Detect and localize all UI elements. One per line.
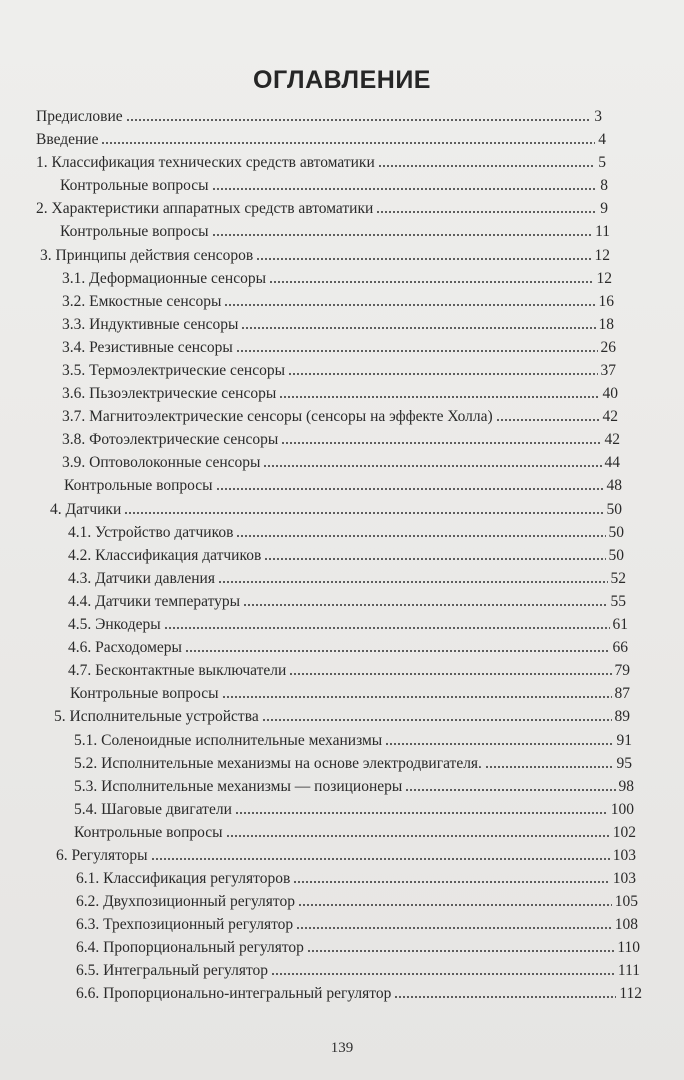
toc-entry bbox=[76, 914, 638, 935]
toc-entry bbox=[62, 291, 614, 312]
toc-entry-label: 3.1. Деформационные сенсоры bbox=[62, 270, 266, 287]
toc-entry-label: 6. Регуляторы bbox=[56, 847, 148, 864]
toc-dot-leader bbox=[293, 881, 609, 883]
toc-entry-label: 6.2. Двухпозиционный регулятор bbox=[76, 893, 295, 910]
toc-entry-page: 61 bbox=[612, 616, 628, 633]
toc-entry-page: 40 bbox=[602, 385, 618, 402]
toc-entry bbox=[68, 614, 628, 635]
toc-entry bbox=[54, 706, 630, 727]
toc-entry-label: 6.3. Трехпозиционный регулятор bbox=[76, 916, 294, 933]
toc-dot-leader bbox=[101, 142, 595, 144]
toc-entry-label: 3.4. Резистивные сенсоры bbox=[62, 339, 233, 356]
toc-dot-leader bbox=[289, 673, 611, 675]
toc-entry-page: 3 bbox=[594, 108, 602, 125]
toc-entry bbox=[36, 129, 606, 150]
toc-entry bbox=[56, 845, 636, 866]
toc-dot-leader bbox=[216, 488, 604, 490]
toc-entry-page: 52 bbox=[610, 570, 626, 587]
toc-entry bbox=[62, 314, 614, 335]
toc-entry-page: 12 bbox=[594, 247, 610, 264]
toc-dot-leader bbox=[263, 465, 601, 467]
toc-entry-page: 66 bbox=[612, 639, 628, 656]
toc-entry bbox=[74, 822, 636, 843]
toc-entry-page: 9 bbox=[600, 200, 608, 217]
toc-entry bbox=[64, 475, 622, 496]
toc-entry-label: 2. Характеристики аппаратных средств автоматики bbox=[36, 200, 374, 217]
page-number: 139 bbox=[330, 1040, 354, 1056]
toc-entry-label: 5.1. Соленоидные исполнительные механизмы bbox=[74, 732, 383, 749]
toc-dot-leader bbox=[236, 535, 605, 537]
toc-entry-page: 26 bbox=[600, 339, 616, 356]
toc-dot-leader bbox=[279, 396, 599, 398]
toc-entry-label: 4.4. Датчики температуры bbox=[68, 593, 241, 610]
toc-dot-leader bbox=[256, 258, 591, 260]
toc-entry bbox=[36, 198, 608, 219]
toc-entry bbox=[74, 799, 634, 820]
toc-entry-page: 37 bbox=[600, 362, 616, 379]
toc-dot-leader bbox=[126, 119, 592, 121]
toc-entry bbox=[50, 499, 622, 520]
toc-entry-label: 5.2. Исполнительные механизмы на основе электродвигателя. bbox=[74, 755, 482, 772]
toc-entry-label: 1. Классификация технических средств автоматики bbox=[36, 154, 375, 171]
toc-entry-page: 98 bbox=[618, 778, 634, 795]
toc-dot-leader bbox=[262, 719, 612, 721]
toc-entry-label: 6.5. Интегральный регулятор bbox=[76, 962, 269, 979]
toc-dot-leader bbox=[226, 835, 610, 837]
toc-entry bbox=[74, 753, 632, 774]
toc-dot-leader bbox=[185, 650, 610, 652]
toc-entry bbox=[60, 221, 610, 242]
toc-entry bbox=[62, 383, 618, 404]
toc-entry-page: 102 bbox=[612, 824, 636, 841]
toc-entry-label: 5.4. Шаговые двигатели bbox=[74, 801, 232, 818]
toc-entry-page: 89 bbox=[614, 708, 630, 725]
toc-dot-leader bbox=[124, 512, 603, 514]
toc-dot-leader bbox=[298, 904, 612, 906]
toc-entry-page: 42 bbox=[604, 431, 620, 448]
toc-entry-page: 110 bbox=[617, 939, 640, 956]
toc-entry-label: 4. Датчики bbox=[50, 501, 122, 518]
toc-entry-label: 3.6. Пьзоэлектрические сенсоры bbox=[62, 385, 277, 402]
toc-entry bbox=[68, 591, 626, 612]
toc-entry-label: 5.3. Исполнительные механизмы — позиционеры bbox=[74, 778, 403, 795]
toc-entry bbox=[36, 106, 602, 127]
toc-entry-label: 3.5. Термоэлектрические сенсоры bbox=[62, 362, 286, 379]
toc-dot-leader bbox=[212, 188, 598, 190]
toc-entry-label: 4.2. Классификация датчиков bbox=[68, 547, 262, 564]
toc-entry-label: 6.4. Пропорциональный регулятор bbox=[76, 939, 304, 956]
toc-entry-page: 11 bbox=[595, 223, 610, 240]
toc-entry-page: 16 bbox=[598, 293, 614, 310]
toc-entry-page: 95 bbox=[616, 755, 632, 772]
toc-entry-label: 3.3. Индуктивные сенсоры bbox=[62, 316, 239, 333]
toc-dot-leader bbox=[264, 558, 605, 560]
toc-entry-label: Контрольные вопросы bbox=[64, 477, 213, 494]
toc-entry-page: 18 bbox=[598, 316, 614, 333]
toc-entry-label: 3.7. Магнитоэлектрические сенсоры (сенсоры на эффекте Холла) bbox=[62, 408, 493, 425]
toc-entry-page: 111 bbox=[617, 962, 640, 979]
toc-entry bbox=[68, 660, 630, 681]
toc-entry-page: 112 bbox=[619, 985, 642, 1002]
toc-entry bbox=[36, 152, 606, 173]
toc-entry-page: 5 bbox=[598, 154, 606, 171]
toc-entry bbox=[74, 776, 634, 797]
toc-entry bbox=[62, 360, 616, 381]
page-title: ОГЛАВЛЕНИЕ bbox=[253, 66, 431, 94]
toc-entry bbox=[68, 637, 628, 658]
toc-entry bbox=[40, 245, 610, 266]
toc-entry-page: 105 bbox=[614, 893, 638, 910]
toc-entry-page: 12 bbox=[596, 270, 612, 287]
toc-entry-page: 50 bbox=[608, 524, 624, 541]
toc-dot-leader bbox=[222, 696, 612, 698]
toc-entry bbox=[68, 522, 624, 543]
toc-entry-page: 42 bbox=[602, 408, 618, 425]
toc-entry-label: 5. Исполнительные устройства bbox=[54, 708, 259, 725]
toc-dot-leader bbox=[218, 581, 608, 583]
toc-entry-label: 6.1. Классификация регуляторов bbox=[76, 870, 291, 887]
toc-entry-label: 4.1. Устройство датчиков bbox=[68, 524, 234, 541]
toc-dot-leader bbox=[296, 927, 612, 929]
toc-entry-page: 108 bbox=[614, 916, 638, 933]
toc-entry-label: 4.6. Расходомеры bbox=[68, 639, 182, 656]
toc-entry-label: Контрольные вопросы bbox=[60, 223, 209, 240]
toc-entry-label: Контрольные вопросы bbox=[60, 177, 209, 194]
toc-entry-label: Контрольные вопросы bbox=[70, 685, 219, 702]
toc-entry-page: 50 bbox=[608, 547, 624, 564]
toc-dot-leader bbox=[212, 234, 592, 236]
toc-entry-label: 6.6. Пропорционально-интегральный регулятор bbox=[76, 985, 392, 1002]
toc-entry-page: 55 bbox=[610, 593, 626, 610]
toc-entry-label: Предисловие bbox=[36, 108, 123, 125]
toc-entry-label: 4.5. Энкодеры bbox=[68, 616, 161, 633]
toc-dot-leader bbox=[243, 604, 607, 606]
toc-entry-page: 79 bbox=[614, 662, 630, 679]
toc-entry bbox=[70, 683, 630, 704]
toc-entry-label: 3.2. Емкостные сенсоры bbox=[62, 293, 222, 310]
toc-entry-page: 44 bbox=[604, 454, 620, 471]
toc-entry bbox=[74, 730, 632, 751]
toc-entry-page: 103 bbox=[612, 847, 636, 864]
toc-dot-leader bbox=[241, 327, 595, 329]
toc-dot-leader bbox=[288, 373, 597, 375]
toc-entry bbox=[76, 868, 636, 889]
toc-entry bbox=[60, 175, 608, 196]
toc-entry bbox=[76, 983, 642, 1004]
toc-entry bbox=[62, 429, 620, 450]
toc-entry-page: 50 bbox=[606, 501, 622, 518]
toc-dot-leader bbox=[269, 281, 594, 283]
toc-entry bbox=[62, 268, 612, 289]
toc-entry-label: 3.9. Оптоволоконные сенсоры bbox=[62, 454, 261, 471]
toc-entry-page: 48 bbox=[606, 477, 622, 494]
toc-entry bbox=[76, 937, 640, 958]
toc-entry bbox=[62, 406, 618, 427]
toc-dot-leader bbox=[307, 950, 614, 952]
toc-dot-leader bbox=[271, 973, 615, 975]
toc-dot-leader bbox=[236, 350, 598, 352]
toc-dot-leader bbox=[151, 858, 610, 860]
toc-entry bbox=[62, 452, 620, 473]
toc-entry-label: Контрольные вопросы bbox=[74, 824, 223, 841]
toc-dot-leader bbox=[224, 304, 595, 306]
toc-entry-page: 87 bbox=[614, 685, 630, 702]
toc-entry-page: 8 bbox=[600, 177, 608, 194]
toc-entry-page: 4 bbox=[598, 131, 606, 148]
toc-entry-page: 103 bbox=[612, 870, 636, 887]
toc-entry bbox=[76, 891, 638, 912]
toc-dot-leader bbox=[235, 812, 608, 814]
toc-dot-leader bbox=[164, 627, 610, 629]
toc-entry-label: 4.7. Бесконтактные выключатели bbox=[68, 662, 287, 679]
toc-entry bbox=[68, 545, 624, 566]
toc-entry-page: 100 bbox=[610, 801, 634, 818]
toc-entry-page: 91 bbox=[616, 732, 632, 749]
toc-dot-leader bbox=[281, 442, 601, 444]
toc-entry-label: 3. Принципы действия сенсоров bbox=[40, 247, 254, 264]
toc-entry-label: 4.3. Датчики давления bbox=[68, 570, 215, 587]
toc-entry bbox=[62, 337, 616, 358]
toc-entry bbox=[68, 568, 626, 589]
toc-entry bbox=[76, 960, 640, 981]
toc-entry-label: 3.8. Фотоэлектрические сенсоры bbox=[62, 431, 279, 448]
toc-entry-label: Введение bbox=[36, 131, 99, 148]
